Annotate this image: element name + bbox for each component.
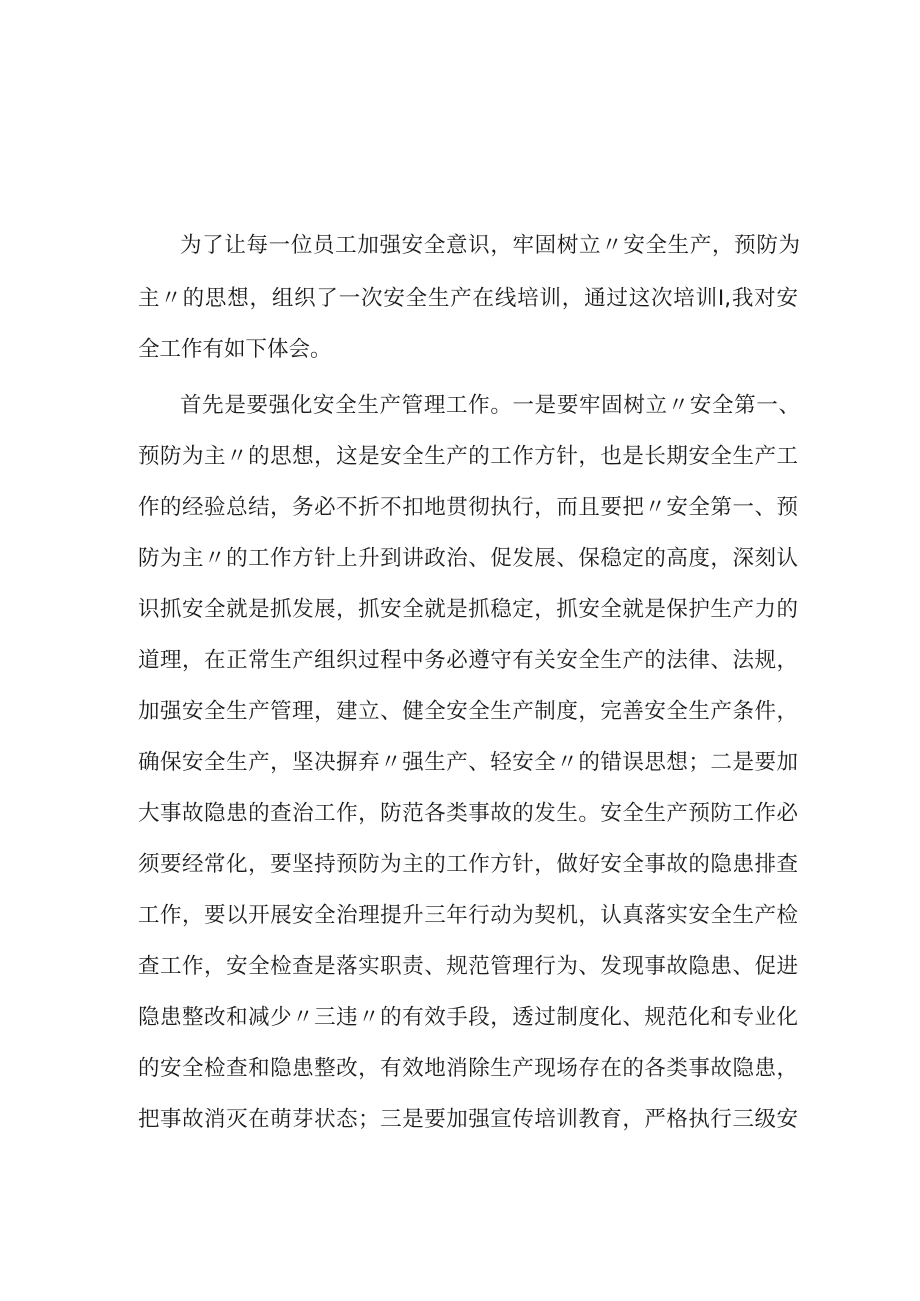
paragraph-2-line-12: 查工作，安全检查是落实职责、规范管理行为、发现事故隐患、促进	[138, 954, 798, 979]
paragraph-2-line-15: 把事故消灭在萌芽状态；三是要加强宣传培训教育，严格执行三级安	[138, 1107, 798, 1132]
paragraph-2-line-13: 隐患整改和减少〃三违〃的有效手段，透过制度化、规范化和专业化	[138, 1005, 798, 1030]
paragraph-2-line-2: 预防为主〃的思想，这是安全生产的工作方针，也是长期安全生产工	[138, 444, 798, 469]
paragraph-1-line-2: 主〃的思想，组织了一次安全生产在线培训，通过这次培训I,我对安	[138, 286, 798, 311]
paragraph-2-line-8: 确保安全生产，坚决摒弃〃强生产、轻安全〃的错误思想；二是要加	[138, 750, 798, 775]
paragraph-2-line-9: 大事故隐患的查治工作，防范各类事故的发生。安全生产预防工作必	[138, 801, 798, 826]
paragraph-2-line-6: 道理，在正常生产组织过程中务必遵守有关安全生产的法律、法规，	[138, 648, 798, 673]
paragraph-1-line-1: 为了让每一位员工加强安全意识，牢固树立〃安全生产，预防为	[180, 233, 800, 258]
paragraph-2-line-1: 首先是要强化安全生产管理工作。一是要牢固树立〃安全第一、	[180, 393, 800, 418]
paragraph-2-line-5: 识抓安全就是抓发展，抓安全就是抓稳定，抓安全就是保护生产力的	[138, 597, 798, 622]
paragraph-2-line-10: 须要经常化，要坚持预防为主的工作方针，做好安全事故的隐患排查	[138, 852, 798, 877]
paragraph-2-line-4: 防为主〃的工作方针上升到讲政治、促发展、保稳定的高度，深刻认	[138, 546, 798, 571]
paragraph-2-line-11: 工作，要以开展安全治理提升三年行动为契机，认真落实安全生产检	[138, 903, 798, 928]
paragraph-2-line-3: 作的经验总结，务必不折不扣地贯彻执行，而且要把〃安全第一、预	[138, 495, 798, 520]
paragraph-1-line-3: 全工作有如下体会。	[138, 337, 332, 362]
paragraph-2-line-7: 加强安全生产管理，建立、健全安全生产制度，完善安全生产条件，	[138, 699, 798, 724]
paragraph-2-line-14: 的安全检查和隐患整改，有效地消除生产现场存在的各类事故隐患，	[138, 1056, 798, 1081]
